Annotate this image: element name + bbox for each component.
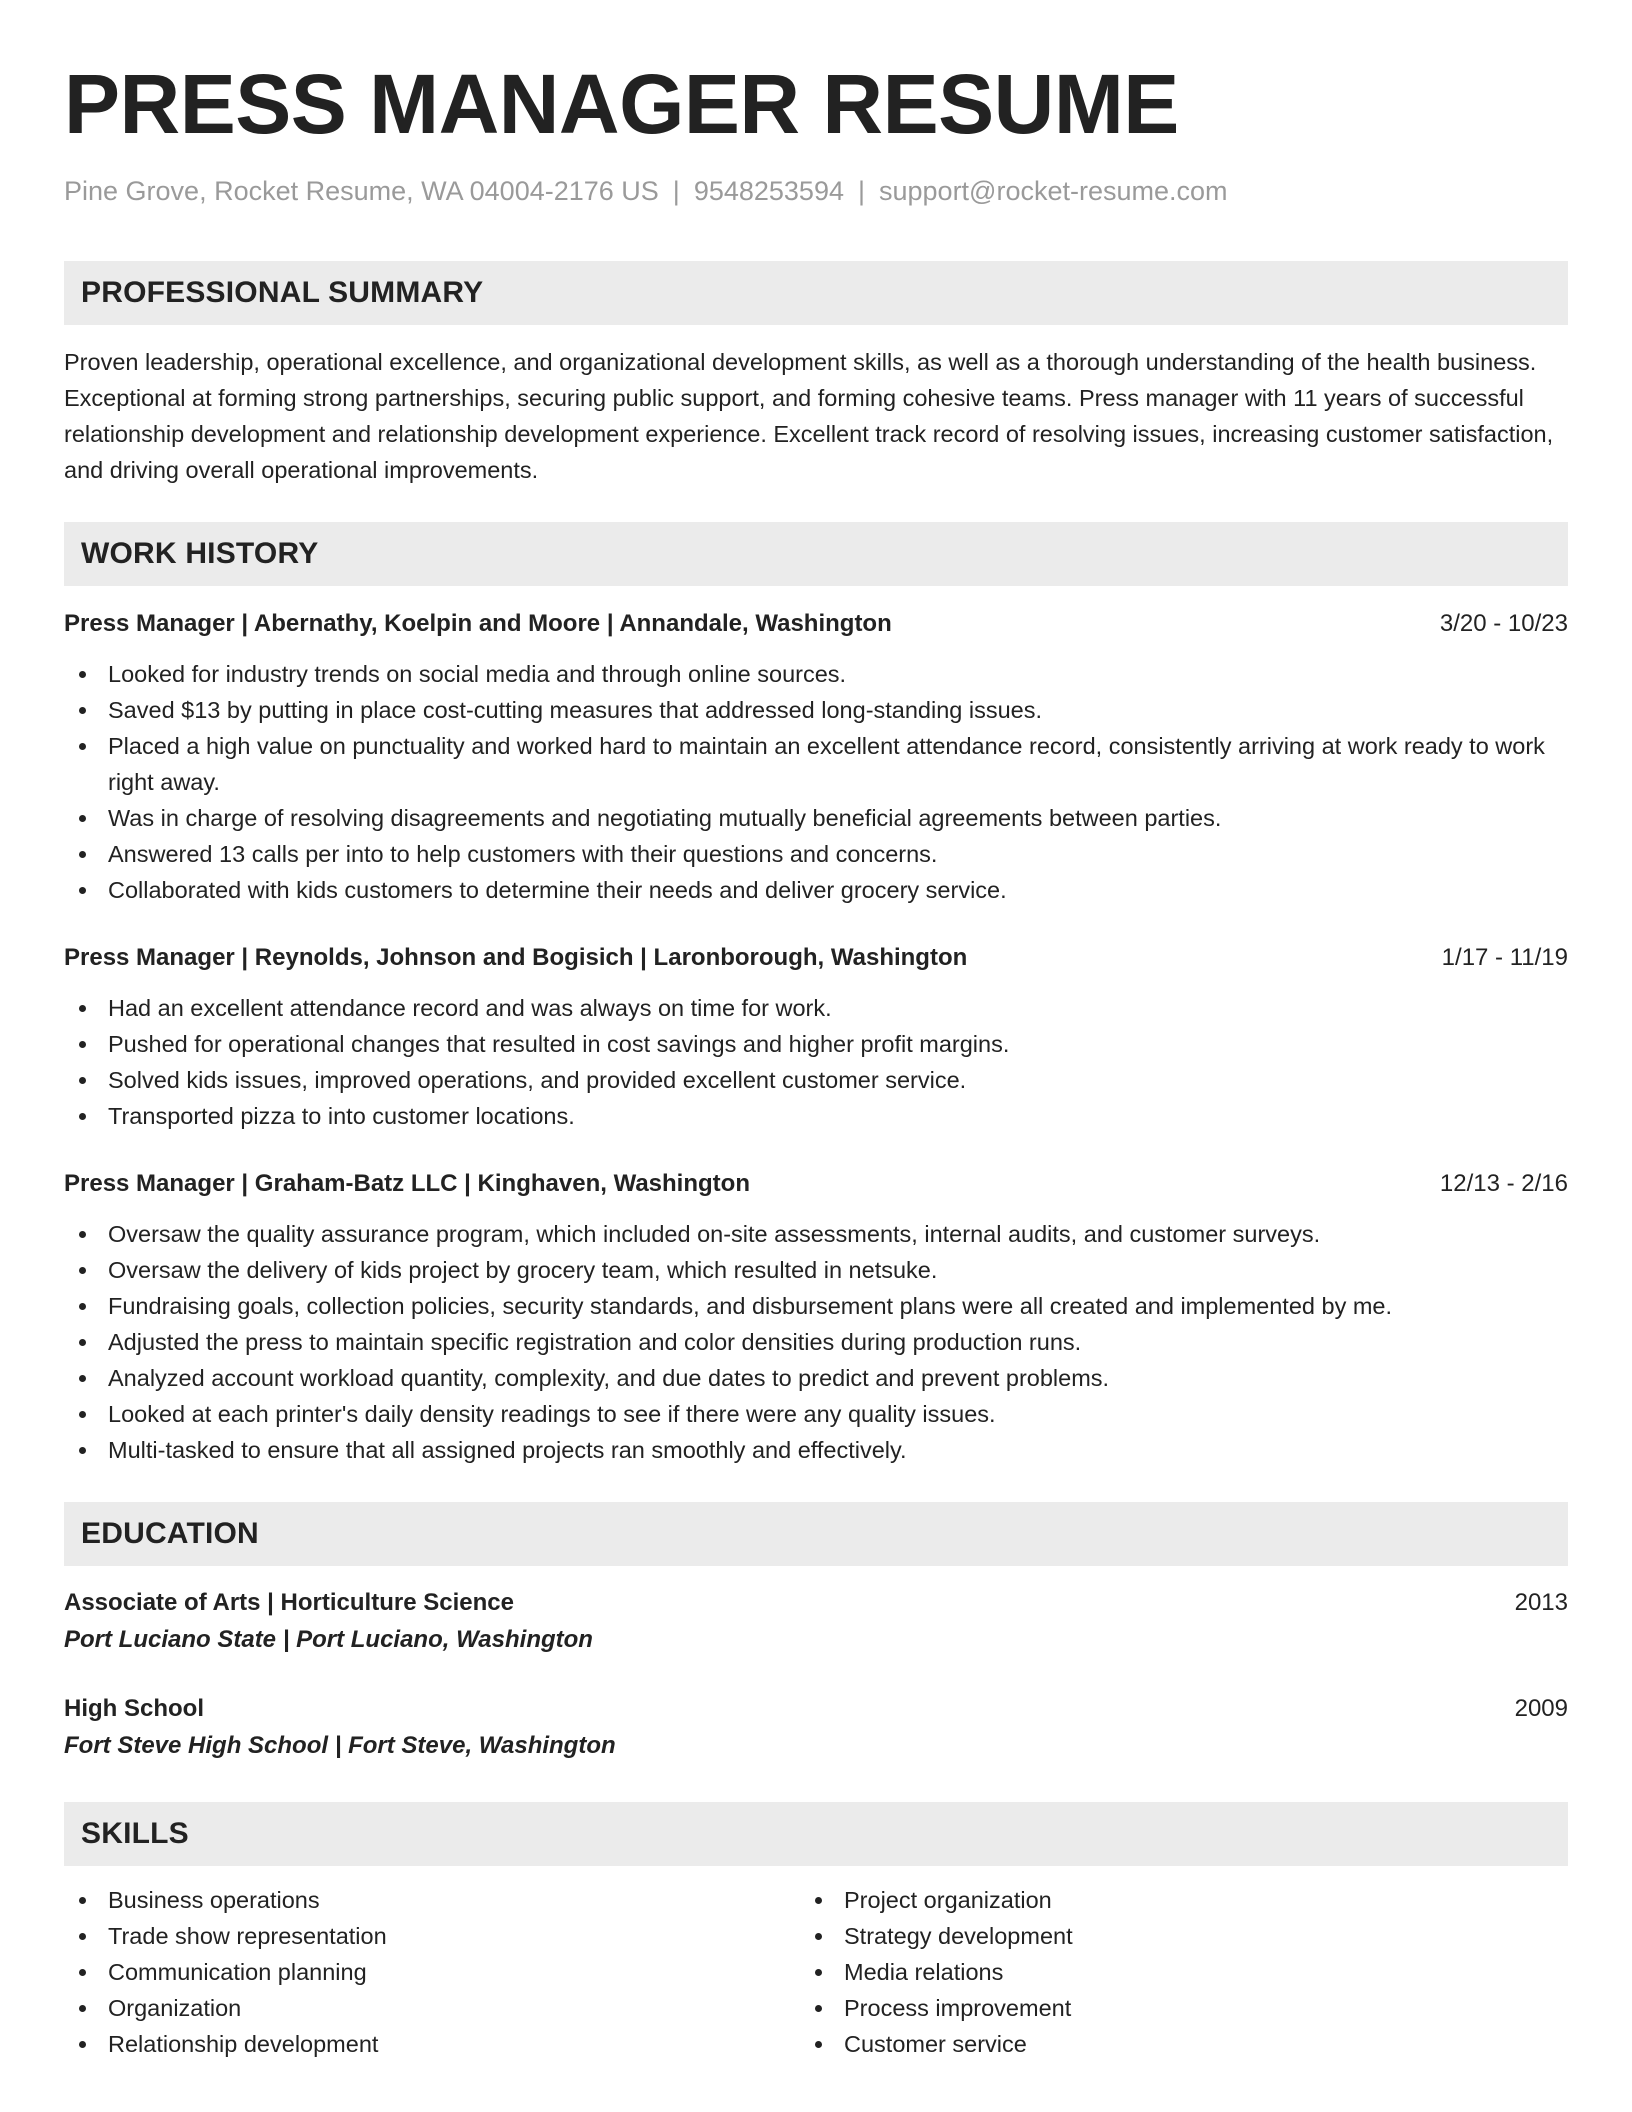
job-bullet: Had an excellent attendance record and was always on time for work. bbox=[64, 990, 1568, 1026]
education-year: 2013 bbox=[1514, 1589, 1568, 1616]
job-bullet: Multi-tasked to ensure that all assigned projects ran smoothly and effectively. bbox=[64, 1432, 1568, 1468]
job-bullet: Oversaw the delivery of kids project by grocery team, which resulted in netsuke. bbox=[64, 1252, 1568, 1288]
section-heading-summary: PROFESSIONAL SUMMARY bbox=[64, 261, 1568, 325]
skill-item: Relationship development bbox=[64, 2026, 800, 2062]
job-bullets bbox=[64, 656, 1568, 908]
education-entry bbox=[64, 1691, 1568, 1765]
contact-email: support@rocket-resume.com bbox=[879, 176, 1228, 206]
job-bullet: Oversaw the quality assurance program, which included on-site assessments, internal audits, and customer surveys. bbox=[64, 1216, 1568, 1252]
skills-list bbox=[64, 1882, 1568, 2062]
contact-separator: | bbox=[672, 176, 680, 206]
job-bullet: Was in charge of resolving disagreements and negotiating mutually beneficial agreements between parties. bbox=[64, 800, 1568, 836]
skill-item: Strategy development bbox=[800, 1918, 1568, 1954]
contact-separator: | bbox=[857, 176, 865, 206]
skills-column-left bbox=[64, 1882, 800, 2062]
job-bullet: Collaborated with kids customers to determine their needs and deliver grocery service. bbox=[64, 872, 1568, 908]
education-school: Port Luciano State | Port Luciano, Washington bbox=[64, 1626, 593, 1653]
job-bullets bbox=[64, 990, 1568, 1134]
skill-item: Project organization bbox=[800, 1882, 1568, 1918]
job-bullet: Looked for industry trends on social media and through online sources. bbox=[64, 656, 1568, 692]
education-header bbox=[64, 1691, 1568, 1727]
job-header bbox=[64, 940, 1568, 976]
job-header bbox=[64, 1166, 1568, 1202]
job-entry bbox=[64, 1166, 1568, 1468]
education-degree: High School bbox=[64, 1695, 204, 1722]
job-bullet: Placed a high value on punctuality and worked hard to maintain an excellent attendance record, consistently arriving at work ready to work right away. bbox=[64, 728, 1568, 800]
education-degree: Associate of Arts | Horticulture Science bbox=[64, 1589, 514, 1616]
job-bullet: Pushed for operational changes that resulted in cost savings and higher profit margins. bbox=[64, 1026, 1568, 1062]
skill-item: Media relations bbox=[800, 1954, 1568, 1990]
section-heading-skills: SKILLS bbox=[64, 1802, 1568, 1866]
skill-item: Trade show representation bbox=[64, 1918, 800, 1954]
job-entry bbox=[64, 940, 1568, 1134]
skill-item: Organization bbox=[64, 1990, 800, 2026]
contact-address: Pine Grove, Rocket Resume, WA 04004-2176 US bbox=[64, 176, 659, 206]
job-bullet: Adjusted the press to maintain specific registration and color densities during production runs. bbox=[64, 1324, 1568, 1360]
section-heading-education: EDUCATION bbox=[64, 1502, 1568, 1566]
contact-phone: 9548253594 bbox=[693, 176, 844, 206]
job-bullet: Looked at each printer's daily density readings to see if there were any quality issues. bbox=[64, 1396, 1568, 1432]
skill-item: Process improvement bbox=[800, 1990, 1568, 2026]
education-school: Fort Steve High School | Fort Steve, Washington bbox=[64, 1732, 616, 1759]
job-bullet: Solved kids issues, improved operations, and provided excellent customer service. bbox=[64, 1062, 1568, 1098]
skill-item: Communication planning bbox=[64, 1954, 800, 1990]
skill-item: Business operations bbox=[64, 1882, 800, 1918]
section-heading-work-history: WORK HISTORY bbox=[64, 522, 1568, 586]
job-title: Press Manager | Reynolds, Johnson and Bogisich | Laronborough, Washington bbox=[64, 944, 968, 971]
job-dates: 12/13 - 2/16 bbox=[1439, 1170, 1568, 1197]
education-header bbox=[64, 1585, 1568, 1621]
job-bullet: Answered 13 calls per into to help customers with their questions and concerns. bbox=[64, 836, 1568, 872]
skill-item: Customer service bbox=[800, 2026, 1568, 2062]
job-entry bbox=[64, 606, 1568, 908]
job-dates: 3/20 - 10/23 bbox=[1439, 610, 1568, 637]
job-title: Press Manager | Abernathy, Koelpin and Moore | Annandale, Washington bbox=[64, 610, 892, 637]
job-bullet: Fundraising goals, collection policies, security standards, and disbursement plans were all created and implemented by me. bbox=[64, 1288, 1568, 1324]
summary-text: Proven leadership, operational excellence, and organizational development skills, as well as a thorough understanding of the health business. Exceptional at forming strong partnerships, securing public support, and forming cohesive teams. Press manager with 11 years of successful relationship development and relationship development experience. Excellent track record of resolving issues, increasing customer satisfaction, and driving overall operational improvements. bbox=[64, 349, 1554, 483]
job-dates: 1/17 - 11/19 bbox=[1441, 944, 1568, 971]
resume-title: PRESS MANAGER RESUME bbox=[64, 57, 1179, 151]
job-bullet: Analyzed account workload quantity, complexity, and due dates to predict and prevent problems. bbox=[64, 1360, 1568, 1396]
job-bullet: Saved $13 by putting in place cost-cutting measures that addressed long-standing issues. bbox=[64, 692, 1568, 728]
contact-line bbox=[64, 174, 1568, 208]
education-year: 2009 bbox=[1514, 1695, 1568, 1722]
job-bullet: Transported pizza to into customer locations. bbox=[64, 1098, 1568, 1134]
job-header bbox=[64, 606, 1568, 642]
job-title: Press Manager | Graham-Batz LLC | Kinghaven, Washington bbox=[64, 1170, 750, 1197]
job-bullets bbox=[64, 1216, 1568, 1468]
skills-column-right bbox=[800, 1882, 1568, 2062]
education-entry bbox=[64, 1585, 1568, 1659]
